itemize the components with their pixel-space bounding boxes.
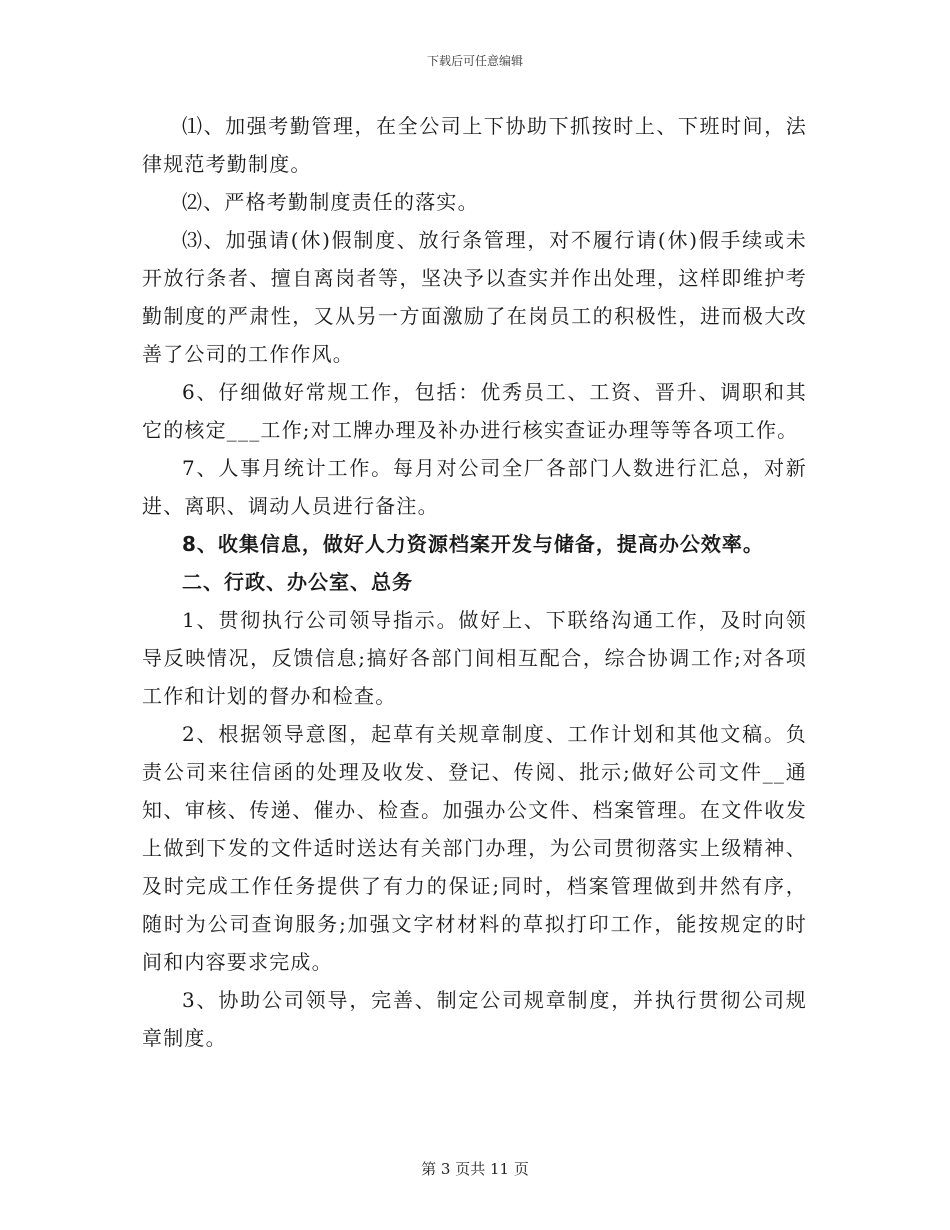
document-body [142, 107, 807, 1057]
paragraph-monthly-statistics: 7、人事月统计工作。每月对公司全厂各部门人数进行汇总，对新进、离职、调动人员进行备注。 [142, 456, 807, 518]
page-header: 下载后可任意编辑 [426, 54, 523, 68]
paragraph-leave-system: ⑶、加强请(休)假制度、放行条管理，对不履行请(休)假手续或未开放行条者、擅自离岗者等，坚决予以查实并作出处理，这样即维护考勤制度的严肃性，又从另一方面激励了在岗员工的积极性，进而极大改善了公司的工作作风。 [142, 228, 807, 366]
paragraph-drafting-documents: 2、根据领导意图，起草有关规章制度、工作计划和其他文稿。负责公司来往信函的处理及收发、登记、传阅、批示;做好公司文件__通知、审核、传递、催办、检查。加强办公文件、档案管理。在文件收发上做到下发的文件适时送达有关部门办理，为公司贯彻落实上级精神、及时完成工作任务提供了有力的保证;同时，档案管理做到井然有序，随时为公司查询服务;加强文字材材料的草拟打印工作，能按规定的时间和内容要求完成。 [142, 722, 807, 974]
page-footer: 第 3 页共 11 页 [421, 1160, 529, 1178]
paragraph-leadership-instructions: 1、贯彻执行公司领导指示。做好上、下联络沟通工作，及时向领导反映情况，反馈信息;搞好各部门间相互配合，综合协调工作;对各项工作和计划的督办和检查。 [142, 608, 807, 708]
paragraph-attendance-management: ⑴、加强考勤管理，在全公司上下协助下抓按时上、下班时间，法律规范考勤制度。 [142, 114, 807, 176]
paragraph-routine-work: 6、仔细做好常规工作，包括：优秀员工、工资、晋升、调职和其它的核定___工作;对工牌办理及补办进行核实查证办理等等各项工作。 [142, 380, 807, 442]
paragraph-company-regulations: 3、协助公司领导，完善、制定公司规章制度，并执行贯彻公司规章制度。 [142, 988, 807, 1050]
paragraph-hr-archives: 8、收集信息，做好人力资源档案开发与储备，提高办公效率。 [182, 532, 764, 556]
paragraph-attendance-responsibility: ⑵、严格考勤制度责任的落实。 [182, 190, 479, 214]
section-heading-admin: 二、行政、办公室、总务 [182, 570, 413, 594]
